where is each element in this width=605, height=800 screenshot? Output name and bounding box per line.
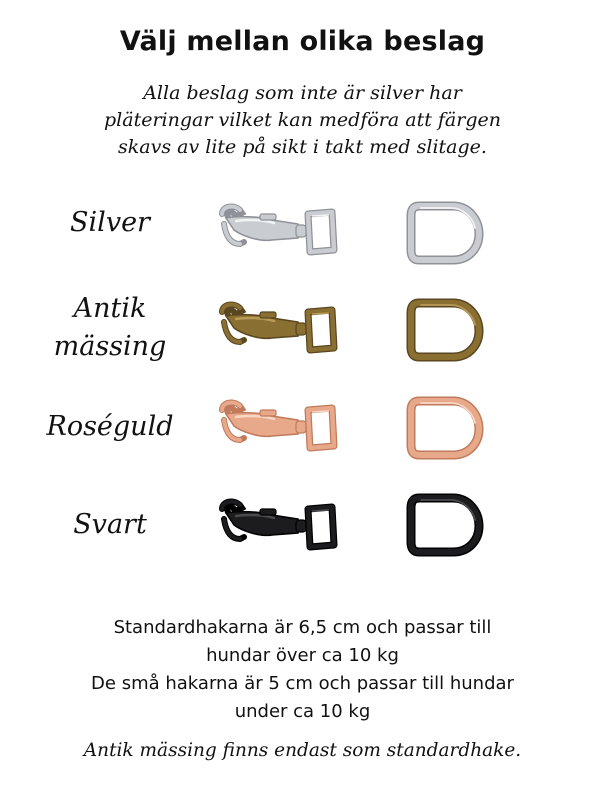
finish-label-line: Svart (73, 509, 147, 540)
availability-note: Antik mässing finns endast som standardhake. (83, 740, 522, 761)
finish-label-svart (40, 506, 180, 544)
finish-label-line: Roséguld (46, 411, 174, 442)
size-info-line: De små hakarna är 5 cm och passar till hundar (91, 673, 514, 694)
finish-label-silver (40, 204, 180, 242)
finish-label-line: mässing (53, 331, 167, 362)
d-ring-icon (405, 295, 485, 365)
disclaimer-line: pläteringar vilket kan medföra att färgen (104, 109, 501, 131)
finish-label-line: Antik (73, 293, 147, 324)
finish-label-roseguld (40, 408, 180, 446)
finish-label-line: Silver (70, 207, 150, 238)
snap-hook-icon (212, 396, 338, 460)
size-info-line: under ca 10 kg (234, 701, 371, 722)
finish-label-antik-massing (40, 290, 180, 366)
d-ring-icon (405, 198, 485, 268)
size-info-line: hundar över ca 10 kg (206, 645, 399, 666)
disclaimer-line: Alla beslag som inte är silver har (143, 82, 462, 104)
d-ring-icon (405, 490, 485, 560)
plating-disclaimer (40, 80, 565, 161)
snap-hook-icon (212, 200, 338, 264)
size-info (30, 614, 575, 726)
disclaimer-line: skavs av lite på sikt i takt med slitage. (118, 136, 487, 158)
d-ring-icon (405, 393, 485, 463)
snap-hook-icon (212, 495, 338, 559)
page-title: Välj mellan olika beslag (119, 26, 486, 57)
size-info-line: Standardhakarna är 6,5 cm och passar till (113, 617, 492, 638)
snap-hook-icon (212, 298, 338, 362)
